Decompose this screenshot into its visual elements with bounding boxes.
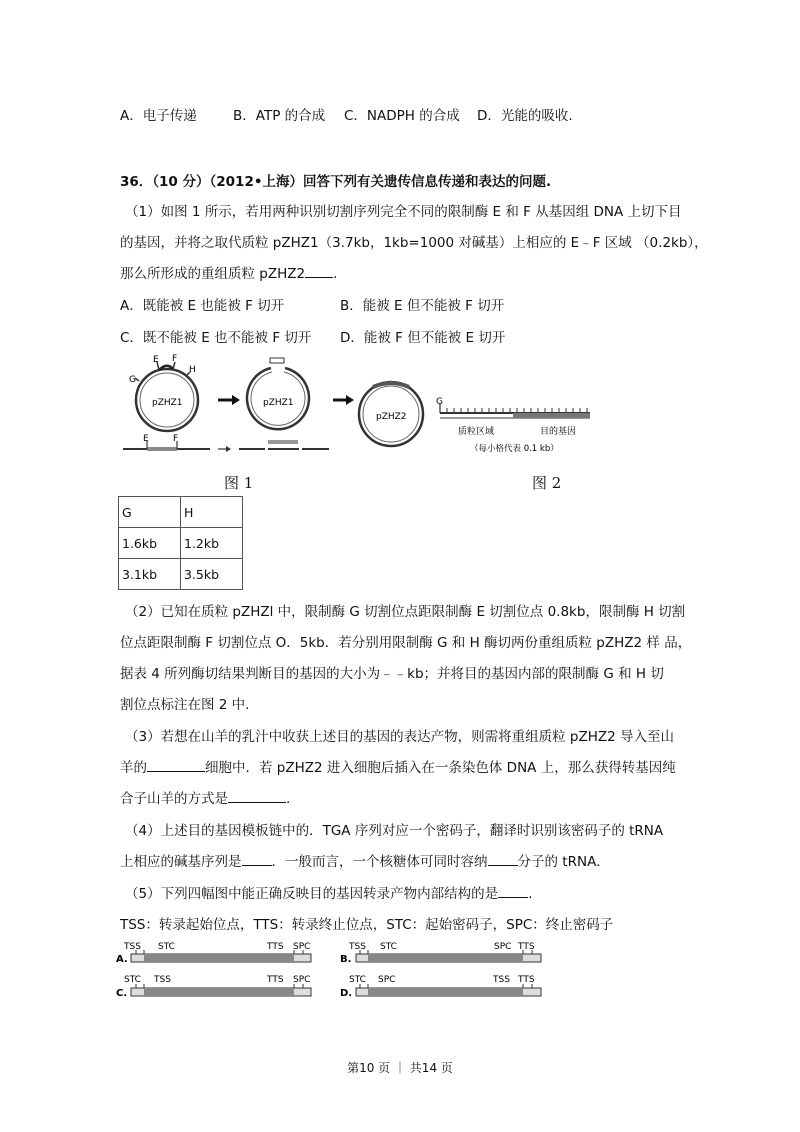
option-a: A．既能被 E 也能被 F 切开: [120, 298, 285, 314]
diagram-d-label-4: TTS: [518, 975, 535, 985]
site-f-label: F: [172, 354, 178, 364]
plasmid1-label: pZHZ1: [152, 398, 183, 408]
part2-line4: 割位点标注在图 2 中.: [120, 697, 250, 713]
part4-line2-c: 分子的 tRNA．: [517, 854, 610, 870]
question-header: 36．（10 分）（2012•上海）回答下列有关遗传信息传递和表达的问题.: [120, 174, 552, 190]
part3-line3-a: 合子山羊的方式是: [120, 791, 228, 807]
part1-line3-end: .: [333, 266, 338, 282]
genomic-dna: [123, 434, 210, 451]
plasmid1b-label: pZHZ1: [263, 398, 294, 408]
figure2-label: 图 2: [532, 474, 562, 492]
diagram-a-label-2: STC: [158, 942, 175, 952]
table-header-row: [119, 497, 243, 528]
diagram-a-label-3: TTS: [267, 942, 284, 952]
table-cell: 3.5kb: [181, 559, 243, 590]
prev-option-a: A．电子传递: [120, 108, 197, 124]
figure1-plasmid-cut: [247, 358, 309, 429]
part5-line1: [125, 882, 532, 902]
transcript-diagrams: [116, 938, 546, 1004]
part4-line1: （4）上述目的基因模板链中的．TGA 序列对应一个密码子，翻译时识别该密码子的 tRNA: [125, 823, 664, 839]
answer-blank: [305, 265, 333, 278]
diagram-c-label-2: TSS: [154, 975, 171, 985]
option-d: D．能被 F 但不能被 E 切开: [340, 330, 506, 346]
table-row: [119, 559, 243, 590]
diagram-b-label-1: TSS: [349, 942, 366, 952]
diagram-c-label-3: TTS: [267, 975, 284, 985]
scale-note: （每小格代表 0.1 kb）: [470, 444, 559, 454]
part3-line2-a: 羊的: [120, 760, 147, 776]
diagram-a-label-4: SPC: [293, 942, 311, 952]
figure1-plasmid1: [129, 354, 198, 431]
arrow-2: [218, 446, 231, 452]
part1-line3: [120, 262, 337, 282]
figure1-plasmid2: [359, 382, 423, 446]
diagram-b-letter: B.: [340, 954, 352, 965]
table-header-g: G: [119, 497, 181, 528]
site-h-label: H: [189, 365, 196, 375]
part4-line2: [120, 850, 610, 870]
diagram-a: [116, 942, 311, 965]
diagram-c-label-4: SPC: [293, 975, 311, 985]
answer-blank: [488, 853, 518, 866]
arrow-3: [333, 395, 354, 405]
fig2-site-g-label: G: [436, 397, 443, 407]
site-e-label: E: [153, 355, 159, 365]
part3-line2: [120, 756, 676, 776]
part5-line1-a: （5）下列四幅图中能正确反映目的基因转录产物内部结构的是: [125, 886, 499, 902]
option-b: B．能被 E 但不能被 F 切开: [340, 298, 505, 314]
diagram-d-letter: D.: [340, 988, 353, 999]
figure2-map: [436, 397, 590, 454]
part5-legend: TSS：转录起始位点，TTS：转录终止位点，STC：起始密码子，SPC：终止密码子: [120, 917, 614, 933]
part5-line1-b: .: [528, 886, 533, 902]
cut-fragments: [239, 440, 329, 449]
diagram-d-label-2: SPC: [378, 975, 396, 985]
part1-line1: （1）如图 1 所示，若用两种识别切割序列完全不同的限制酶 E 和 F 从基因组 DNA 上切下目: [125, 204, 682, 220]
table-4: [118, 496, 243, 590]
plasmid2-label: pZHZ2: [376, 412, 407, 422]
diagram-a-label-1: TSS: [124, 942, 141, 952]
diagram-d-label-3: TSS: [493, 975, 510, 985]
table-header-h: H: [181, 497, 243, 528]
figure-1-2: [115, 352, 605, 462]
part3-line2-b: 细胞中．若 pZHZ2 进入细胞后插入在一条染色体 DNA 上，那么获得转基因纯: [205, 760, 676, 776]
part3-line3-b: .: [286, 791, 291, 807]
diagram-c-letter: C.: [116, 988, 128, 999]
table-row: [119, 528, 243, 559]
part3-line1: （3）若想在山羊的乳汁中收获上述目的基因的表达产物，则需将重组质粒 pZHZ2 导入至山: [125, 729, 674, 745]
diagram-b: [340, 942, 541, 965]
table-cell: 1.6kb: [119, 528, 181, 559]
region-plasmid-label: 质粒区域: [458, 427, 495, 437]
diagram-d-label-1: STC: [349, 975, 366, 985]
part2-line3: 据表 4 所列酶切结果判断目的基因的大小为﹣﹣kb；并将目的基因内部的限制酶 G 和 H 切: [120, 666, 664, 682]
dna-site-e-label: E: [143, 434, 149, 444]
part4-line2-b: ．一般而言，一个核糖体可同时容纳: [271, 854, 488, 870]
part3-line3: [120, 787, 290, 807]
diagram-b-label-2: STC: [380, 942, 397, 952]
page-footer: 第10 页 ｜ 共14 页: [347, 1061, 453, 1075]
diagram-b-label-4: TTS: [518, 942, 535, 952]
diagram-d: [340, 975, 541, 999]
dna-site-f-label: F: [173, 434, 179, 444]
arrow-1: [218, 395, 240, 405]
part2-line1: （2）已知在质粒 pZHZl 中，限制酶 G 切割位点距限制酶 E 切割位点 0.8kb，限制酶 H 切割: [125, 604, 686, 620]
part4-line2-a: 上相应的碱基序列是: [120, 854, 242, 870]
answer-blank: [242, 853, 272, 866]
answer-blank: [147, 759, 205, 772]
figure1-label: 图 1: [224, 474, 254, 492]
table-cell: 3.1kb: [119, 559, 181, 590]
table-cell: 1.2kb: [181, 528, 243, 559]
part2-line2: 位点距限制酶 F 切割位点 O．5kb．若分别用限制酶 G 和 H 酶切两份重组质粒 pZHZ2 样 品，: [120, 635, 692, 651]
answer-blank: [498, 885, 528, 898]
region-gene-label: 目的基因: [540, 427, 577, 437]
part1-line2: 的基因，并将之取代质粒 pZHZ1（3.7kb，1kb=1000 对碱基）上相应的 E﹣F 区域 （0.2kb），: [120, 235, 708, 251]
answer-blank: [228, 790, 286, 803]
prev-option-b: B．ATP 的合成: [233, 108, 326, 124]
diagram-c-label-1: STC: [124, 975, 141, 985]
diagram-a-letter: A.: [116, 954, 128, 965]
part1-line3-text: 那么所形成的重组质粒 pZHZ2: [120, 266, 306, 282]
prev-option-d: D．光能的吸收.: [477, 108, 573, 124]
site-g-label: G: [129, 375, 136, 385]
diagram-c: [116, 975, 311, 999]
option-c: C．既不能被 E 也不能被 F 切开: [120, 330, 312, 346]
diagram-b-label-3: SPC: [494, 942, 512, 952]
prev-option-c: C．NADPH 的合成: [344, 108, 460, 124]
